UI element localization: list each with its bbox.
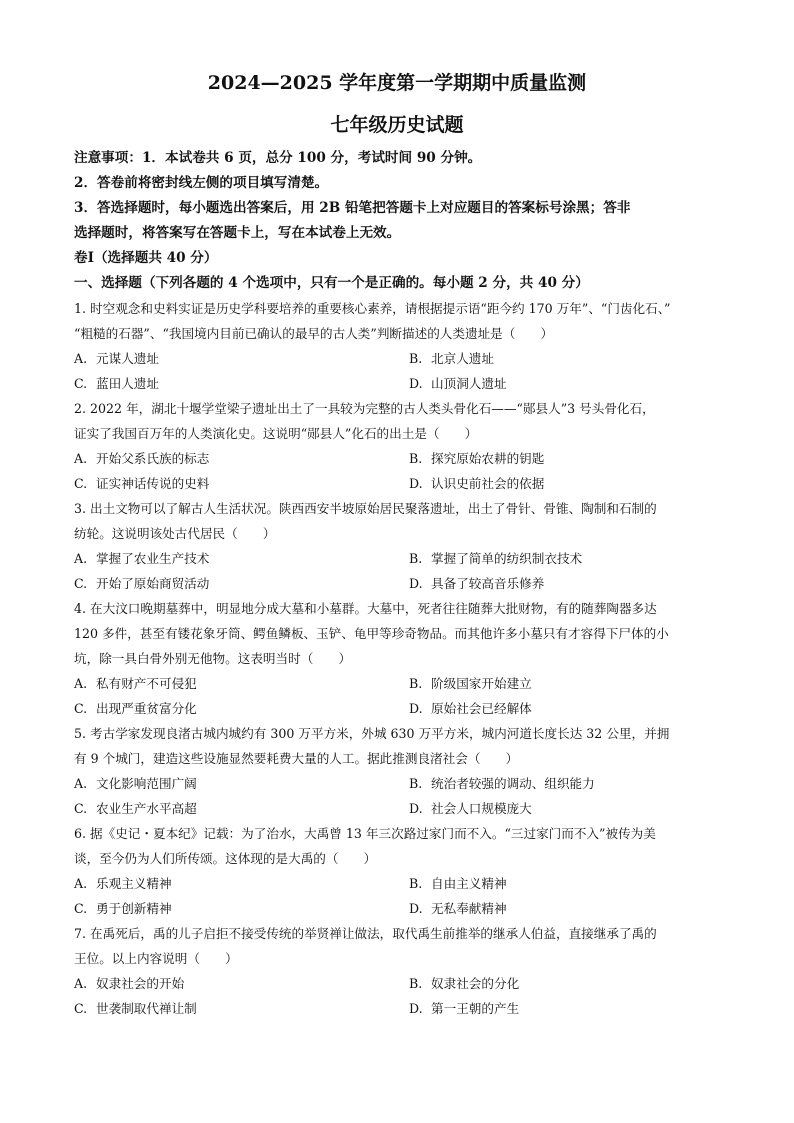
option-text: 具备了较高音乐修养 bbox=[431, 576, 545, 591]
option-text: 世袭制取代禅让制 bbox=[96, 1001, 197, 1016]
option-b bbox=[409, 346, 719, 371]
question-5 bbox=[74, 721, 720, 821]
option-d bbox=[409, 371, 719, 396]
option-label: C. bbox=[74, 376, 88, 391]
option-text: 出现严重贫富分化 bbox=[96, 701, 197, 716]
question-stem-line: 纺轮。这说明该处古代居民（ ） bbox=[74, 526, 276, 541]
option-label: C. bbox=[74, 1001, 88, 1016]
option-a bbox=[74, 871, 409, 896]
question-4 bbox=[74, 596, 720, 721]
note-line: 3．答选择题时，每小题选出答案后，用 2B 铅笔把答题卡上对应题目的答案标号涂黑；答非 bbox=[74, 200, 631, 216]
option-label: B. bbox=[409, 876, 423, 891]
option-text: 探究原始农耕的钥匙 bbox=[431, 451, 545, 466]
question-stem-line: 7. 在禹死后，禹的儿子启拒不接受传统的举贤禅让做法，取代禹生前推举的继承人伯益，直接继承了禹的 bbox=[74, 926, 657, 941]
option-d bbox=[409, 696, 719, 721]
option-text: 勇于创新精神 bbox=[96, 901, 172, 916]
option-label: A. bbox=[74, 551, 88, 566]
question-stem-line: 3. 出土文物可以了解古人生活状况。陕西西安半坡原始居民聚落遗址，出土了骨针、骨锥、陶制和石制的 bbox=[74, 501, 657, 516]
option-text: 无私奉献精神 bbox=[431, 901, 507, 916]
section-heading: 一、选择题（下列各题的 4 个选项中，只有一个是正确的。每小题 2 分，共 40 分） bbox=[74, 275, 589, 291]
question-stem-line: 王位。以上内容说明（ ） bbox=[74, 951, 238, 966]
option-label: A. bbox=[74, 876, 88, 891]
option-c bbox=[74, 571, 409, 596]
part-heading: 卷Ⅰ（选择题共 40 分） bbox=[74, 250, 218, 266]
note-line: 选择题时，将答案写在答题卡上，写在本试卷上无效。 bbox=[74, 225, 401, 241]
option-grid bbox=[74, 671, 720, 721]
option-d bbox=[409, 471, 719, 496]
option-text: 阶级国家开始建立 bbox=[431, 676, 532, 691]
option-a bbox=[74, 771, 409, 796]
question-stem-line: 证实了我国百万年的人类演化史。这说明“郧县人”化石的出土是（ ） bbox=[74, 426, 478, 441]
option-text: 社会人口规模庞大 bbox=[431, 801, 532, 816]
option-text: 奴隶社会的开始 bbox=[96, 976, 185, 991]
question-stem-line: “粗糙的石器”、“我国境内目前已确认的最早的古人类”判断描述的人类遗址是（ ） bbox=[74, 326, 554, 341]
question-1 bbox=[74, 296, 720, 396]
question-stem-line: 有 9 个城门，建造这些设施显然要耗费大量的人工。据此推测良渚社会（ ） bbox=[74, 751, 519, 766]
option-label: A. bbox=[74, 676, 88, 691]
option-a bbox=[74, 971, 409, 996]
option-a bbox=[74, 671, 409, 696]
option-label: C. bbox=[74, 801, 88, 816]
option-label: D. bbox=[409, 801, 423, 816]
option-label: B. bbox=[409, 676, 423, 691]
option-label: C. bbox=[74, 901, 88, 916]
option-text: 奴隶社会的分化 bbox=[431, 976, 520, 991]
option-text: 自由主义精神 bbox=[431, 876, 507, 891]
option-label: D. bbox=[409, 576, 423, 591]
question-stem-line: 谈，至今仍为人们所传颂。这体现的是大禹的（ ） bbox=[74, 851, 377, 866]
option-label: D. bbox=[409, 476, 423, 491]
exam-title: 2024—2025 学年度第一学期期中质量监测 bbox=[207, 72, 587, 94]
question-stem-line: 5. 考古学家发现良渚古城内城约有 300 万平方米，外城 630 万平方米，城内河道长度长达 32 公里，并拥 bbox=[74, 726, 670, 741]
question-stem-line: 4. 在大汶口晚期墓葬中，明显地分成大墓和小墓群。大墓中，死者往往随葬大批财物，有的随葬陶器多达 bbox=[74, 601, 657, 616]
option-c bbox=[74, 471, 409, 496]
option-text: 原始社会已经解体 bbox=[431, 701, 532, 716]
option-d bbox=[409, 571, 719, 596]
option-label: A. bbox=[74, 976, 88, 991]
question-stem-line: 坑，除一具白骨外别无他物。这表明当时（ ） bbox=[74, 651, 352, 666]
option-text: 掌握了简单的纺织制衣技术 bbox=[431, 551, 583, 566]
option-label: B. bbox=[409, 451, 423, 466]
option-b bbox=[409, 546, 719, 571]
option-text: 统治者较强的调动、组织能力 bbox=[431, 776, 595, 791]
option-text: 认识史前社会的依据 bbox=[431, 476, 545, 491]
option-label: B. bbox=[409, 351, 423, 366]
option-label: D. bbox=[409, 1001, 423, 1016]
option-text: 乐观主义精神 bbox=[96, 876, 172, 891]
option-grid bbox=[74, 771, 720, 821]
option-label: D. bbox=[409, 901, 423, 916]
question-stem-line: 2. 2022 年，湖北十堰学堂梁子遗址出土了一具较为完整的古人类头骨化石——“郧县人”3 号头骨化石， bbox=[74, 401, 655, 416]
option-text: 文化影响范围广阔 bbox=[96, 776, 197, 791]
note-line: 注意事项：1．本试卷共 6 页，总分 100 分，考试时间 90 分钟。 bbox=[74, 150, 482, 166]
option-label: B. bbox=[409, 776, 423, 791]
option-label: D. bbox=[409, 376, 423, 391]
option-text: 第一王朝的产生 bbox=[431, 1001, 520, 1016]
exam-subtitle: 七年级历史试题 bbox=[330, 114, 464, 136]
option-label: B. bbox=[409, 551, 423, 566]
option-label: A. bbox=[74, 351, 88, 366]
option-d bbox=[409, 896, 719, 921]
option-d bbox=[409, 796, 719, 821]
option-text: 农业生产水平高超 bbox=[96, 801, 197, 816]
option-text: 开始了原始商贸活动 bbox=[96, 576, 210, 591]
option-label: A. bbox=[74, 451, 88, 466]
option-label: C. bbox=[74, 701, 88, 716]
option-text: 证实神话传说的史料 bbox=[96, 476, 210, 491]
option-text: 蓝田人遗址 bbox=[96, 376, 159, 391]
option-grid bbox=[74, 546, 720, 596]
question-stem-line: 6. 据《史记・夏本纪》记载：为了治水，大禹曾 13 年三次路过家门而不入。“三过家门而不入”被传为美 bbox=[74, 826, 656, 841]
notes-block bbox=[74, 146, 720, 246]
question-list bbox=[74, 296, 720, 1021]
option-text: 开始父系氏族的标志 bbox=[96, 451, 210, 466]
option-label: C. bbox=[74, 476, 88, 491]
option-c bbox=[74, 796, 409, 821]
question-2 bbox=[74, 396, 720, 496]
question-stem-line: 120 多件，甚至有镂花象牙筒、鳄鱼鳞板、玉铲、龟甲等珍奇物品。而其他许多小墓只有才容得下尸体的小 bbox=[74, 626, 669, 641]
note-line: 2．答卷前将密封线左侧的项目填写清楚。 bbox=[74, 175, 329, 191]
option-c bbox=[74, 896, 409, 921]
question-6 bbox=[74, 821, 720, 921]
option-c bbox=[74, 371, 409, 396]
option-d bbox=[409, 996, 719, 1021]
option-a bbox=[74, 446, 409, 471]
option-grid bbox=[74, 871, 720, 921]
option-b bbox=[409, 871, 719, 896]
option-b bbox=[409, 971, 719, 996]
option-label: D. bbox=[409, 701, 423, 716]
option-text: 私有财产不可侵犯 bbox=[96, 676, 197, 691]
option-a bbox=[74, 346, 409, 371]
option-text: 元谋人遗址 bbox=[96, 351, 159, 366]
option-label: B. bbox=[409, 976, 423, 991]
option-grid bbox=[74, 346, 720, 396]
option-text: 北京人遗址 bbox=[431, 351, 494, 366]
option-b bbox=[409, 446, 719, 471]
option-label: C. bbox=[74, 576, 88, 591]
option-a bbox=[74, 546, 409, 571]
option-c bbox=[74, 696, 409, 721]
question-3 bbox=[74, 496, 720, 596]
option-label: A. bbox=[74, 776, 88, 791]
question-stem-line: 1. 时空观念和史料实证是历史学科要培养的重要核心素养，请根据提示语“距今约 170 万年”、“门齿化石、” bbox=[74, 301, 671, 316]
option-text: 山顶洞人遗址 bbox=[431, 376, 507, 391]
option-b bbox=[409, 771, 719, 796]
option-b bbox=[409, 671, 719, 696]
option-c bbox=[74, 996, 409, 1021]
option-grid bbox=[74, 446, 720, 496]
option-grid bbox=[74, 971, 720, 1021]
question-7 bbox=[74, 921, 720, 1021]
option-text: 掌握了农业生产技术 bbox=[96, 551, 210, 566]
